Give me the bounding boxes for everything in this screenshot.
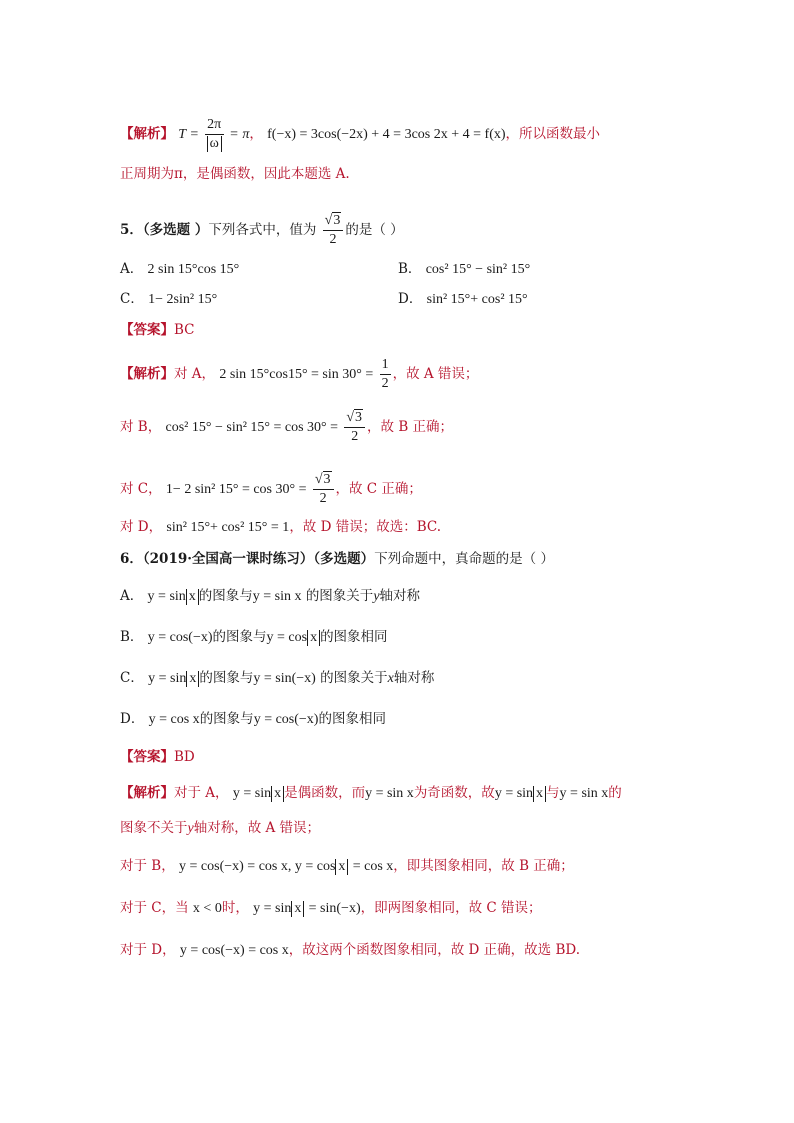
solution-prefix: 对 C， [120, 481, 162, 497]
sqrt3-over-2: $\frac{√3}{2}$ [323, 212, 344, 249]
solution-expression: 2 sin 15°cos15° = sin 30° = [219, 367, 374, 382]
solution-expression: 1− 2 sin² 15° = cos 30° = [165, 482, 307, 497]
question-6-stem [120, 549, 554, 569]
analysis-tag: 【解析】 [120, 126, 174, 142]
abs-x: x [291, 901, 304, 917]
math-expr: y = cos(−x) [147, 630, 213, 645]
question-text-tail: 的是（ ） [345, 222, 404, 238]
math-expr: y = sin [147, 589, 186, 604]
option-row-2 [120, 289, 217, 310]
question-text: 下列各式中，值为 [208, 222, 317, 238]
solution-prefix: 对于 D， [120, 942, 176, 958]
text: 轴对称 [393, 670, 435, 686]
analysis-tag: 【解析】 [120, 366, 174, 382]
text: 的图象与 [198, 588, 253, 604]
solution-conclusion: ，故 A 错误； [392, 366, 479, 382]
text: 时， [221, 900, 249, 916]
math-expr: y = sin x [559, 786, 609, 801]
solution-conclusion: ，即其图象相同，故 B 正确； [393, 858, 574, 874]
question-tag: （多选题 ） [142, 222, 209, 238]
solution-conclusion: ，故这两个函数图象相同，故 D 正确，故选 BD. [288, 942, 581, 958]
condition: x < 0 [192, 901, 222, 916]
solution-conclusion: ，故 B 正确； [367, 419, 454, 435]
q5-solution-b [120, 409, 453, 446]
answer-value: BD [174, 749, 195, 765]
option-b-label: B． [120, 629, 144, 645]
axis-symbol: y [187, 821, 194, 836]
question-number: 5． [120, 222, 143, 238]
q5-solution-d [120, 517, 441, 538]
solution-conclusion: ，即两图象相同，故 C 错误； [360, 900, 542, 916]
option-b-row [398, 259, 530, 280]
radicand: 3 [323, 472, 331, 487]
text: 是偶函数，而 [284, 785, 366, 801]
solution-prefix: 对于 B， [120, 858, 175, 874]
text: 的图象关于 [305, 588, 374, 604]
q6-option-b [120, 627, 388, 648]
analysis-line-1 [120, 116, 600, 153]
sqrt3-over-2: $\frac{√3}{2}$ [344, 409, 365, 446]
sqrt3-over-2: $\frac{√3}{2}$ [313, 471, 334, 508]
answer-tag: 【答案】 [120, 749, 174, 765]
option-a-label: A． [120, 261, 144, 277]
radicand: 3 [333, 213, 341, 228]
text: 轴对称 [379, 588, 421, 604]
option-d: sin² 15°+ cos² 15° [426, 292, 528, 307]
math-expr: y = cos(−x) = cos x, y = cos [179, 859, 336, 874]
q6-option-a [120, 586, 420, 607]
option-c-label: C． [120, 670, 144, 686]
answer-line-q5 [120, 320, 195, 340]
abs-x: x [186, 589, 199, 605]
one-half [380, 356, 391, 393]
math-expr: = sin(−x) [308, 901, 361, 916]
q6-solution-a-cont [120, 818, 320, 839]
option-b-label: B． [398, 261, 422, 277]
equals-sign: = [190, 127, 199, 142]
axis-symbol: x [387, 671, 394, 686]
analysis-line-2: 正周期为π，是偶函数，因此本题选 A. [120, 166, 350, 182]
option-d-label: D． [398, 291, 423, 307]
math-expr: y = sin x [252, 589, 302, 604]
math-expr: y = sin [232, 786, 272, 801]
math-expr: y = cos(−x) = cos x [179, 943, 289, 958]
fraction-denominator: 2 [329, 232, 337, 247]
text: 为奇函数，故 [413, 785, 495, 801]
option-d-label: D． [120, 711, 145, 727]
abs-x: x [271, 786, 284, 802]
text: 的图象关于 [320, 670, 388, 686]
fraction-numerator: 2π [205, 116, 224, 135]
text: 的图象与 [199, 711, 254, 727]
solution-prefix: 对 A， [174, 366, 216, 382]
solution-prefix: 对于 C，当 [120, 900, 189, 916]
period-fraction [205, 116, 224, 153]
text: 的图象相同 [320, 629, 388, 645]
solution-prefix: 对 D， [120, 519, 163, 535]
math-expr: y = sin x [365, 786, 414, 801]
option-row-1 [120, 259, 239, 280]
option-c-label: C． [120, 291, 144, 307]
option-b: cos² 15° − sin² 15° [425, 262, 531, 277]
analysis-tag: 【解析】 [120, 785, 174, 801]
answer-line-q6 [120, 747, 195, 767]
q6-option-c [120, 668, 434, 689]
math-expr: y = cos x [148, 712, 200, 727]
q6-solution-b [120, 856, 574, 877]
solution-conclusion: ，故 C 正确； [335, 481, 422, 497]
solution-expression: sin² 15°+ cos² 15° = 1 [166, 520, 290, 535]
text: 与 [546, 785, 560, 801]
abs-x: x [335, 859, 348, 875]
option-a-label: A． [120, 588, 144, 604]
math-expr: y = cos(−x) [253, 712, 319, 727]
text: 轴对称，故 A 错误； [193, 820, 321, 836]
fraction-denominator: 2 [351, 429, 359, 444]
math-expr: y = cos [266, 630, 308, 645]
q6-solution-d [120, 940, 580, 961]
solution-prefix: 对于 A， [174, 785, 229, 801]
text: 的图象相同 [318, 711, 386, 727]
question-tag: （2019·全国高一课时练习）（多选题） [142, 551, 375, 567]
period-symbol: T [178, 127, 187, 142]
text: 的图象与 [199, 670, 254, 686]
even-function-expression: f(−x) = 3cos(−2x) + 4 = 3cos 2x + 4 = f(x) [267, 127, 506, 142]
answer-tag: 【答案】 [120, 322, 174, 338]
text: 的 [608, 785, 622, 801]
fraction-denominator: 2 [381, 376, 389, 391]
math-expr: = cos x [352, 859, 394, 874]
axis-symbol: y [373, 589, 380, 604]
text: 图象不关于 [120, 820, 188, 836]
fraction-denominator: ω [207, 136, 222, 152]
q5-solution-a [120, 356, 478, 393]
abs-x: x [533, 786, 546, 802]
question-text: 下列命题中，真命题的是（ ） [374, 551, 554, 567]
math-expr: y = sin(−x) [253, 671, 316, 686]
solution-prefix: 对 B， [120, 419, 162, 435]
text: 的图象与 [212, 629, 267, 645]
solution-expression: cos² 15° − sin² 15° = cos 30° = [165, 420, 339, 435]
comma: ， [249, 126, 263, 142]
option-c: 1− 2sin² 15° [148, 292, 218, 307]
q6-solution-c [120, 898, 542, 919]
question-5-stem [120, 212, 404, 249]
abs-x: x [307, 630, 320, 646]
math-expr: y = sin [494, 786, 534, 801]
q5-solution-c [120, 471, 422, 508]
option-d-row [398, 289, 528, 310]
pi-symbol: π [242, 127, 250, 142]
equals-sign: = [230, 127, 239, 142]
fraction-denominator: 2 [319, 491, 327, 506]
option-a: 2 sin 15°cos 15° [147, 262, 240, 277]
q6-option-d [120, 709, 386, 730]
q6-solution-a [120, 783, 622, 804]
answer-value: BC [174, 322, 195, 338]
math-expr: y = sin [253, 901, 292, 916]
abs-x: x [186, 671, 199, 687]
fraction-numerator: 1 [380, 356, 391, 375]
question-number: 6． [120, 551, 143, 567]
radicand: 3 [355, 410, 363, 425]
solution-conclusion: ，故 D 错误；故选：BC. [289, 519, 442, 535]
analysis-text: ，所以函数最小 [505, 126, 601, 142]
math-expr: y = sin [148, 671, 187, 686]
